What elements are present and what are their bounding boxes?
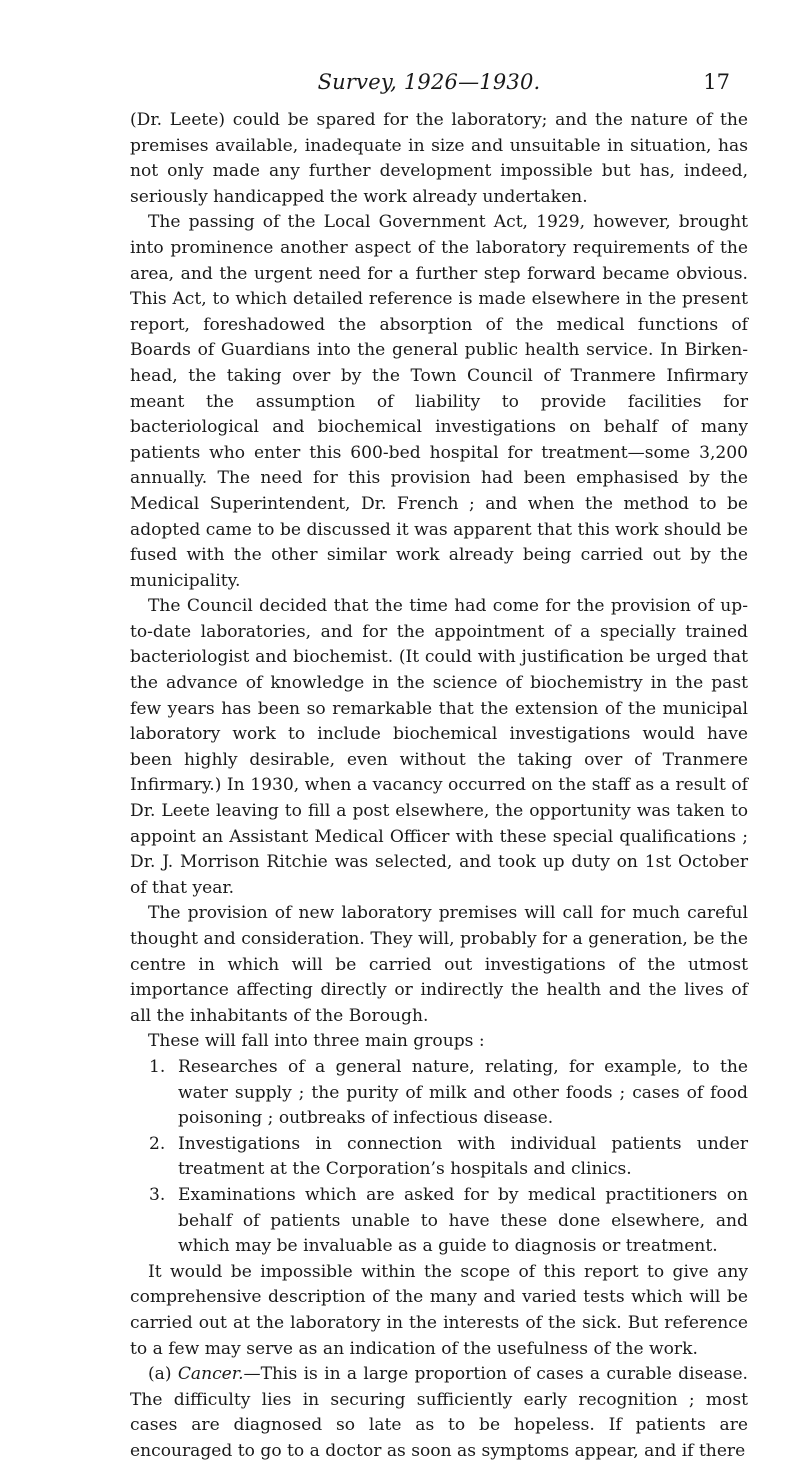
- list-item-number: 1.: [149, 1056, 166, 1077]
- body-text: [130, 108, 748, 1464]
- page-number: 17: [703, 70, 730, 94]
- paragraph-groups-intro: These will fall into three main groups :: [148, 1031, 485, 1052]
- running-header: [128, 70, 730, 100]
- list-item: [130, 1132, 748, 1183]
- paragraph-local-government-act: The passing of the Local Government Act, 1929, however, brought into prominence another aspect of the laboratory requirements of the area, and the urgent need for a further step forward became obvious. This Act, to which detailed reference is made elsewhere in the present report, foreshadowed the absorption of the medical functions of Boards of Guardians into the general public health service. In Birkenhead, the taking over by the Town Council of Tranmere Infirmary meant the assumption of liability to provide facilities for bacteriological and biochemical investigations on behalf of many patients who enter this 600-bed hospital for treatment—some 3,200 annually. The need for this provision had been emphasised by the Medical Superintendent, Dr. French ; and when the method to be adopted came to be discussed it was apparent that this work should be fused with the other similar work already being carried out by the municipality.: [130, 212, 748, 591]
- list-item-text: Researches of a general nature, relating, for example, to the water supply ; the purity of milk and other foods ; cases of food poisoning ; outbreaks of infectious disease.: [178, 1056, 748, 1129]
- list-item-text: Examinations which are asked for by medical practitioners on behalf of patients unable to have these done elsewhere, and which may be invaluable as a guide to diagnosis or treatment.: [178, 1184, 748, 1257]
- list-item: [130, 1055, 748, 1132]
- paragraph-continuation: (Dr. Leete) could be spared for the laboratory; and the nature of the premises available, inadequate in size and unsuitable in situation, has not only made any further development impossible but has, indeed, seriously handicapped the work already undertaken.: [130, 110, 748, 207]
- list-item-number: 2.: [149, 1133, 166, 1154]
- paragraph-council-decision: The Council decided that the time had come for the provision of up-to-date laboratories, and for the appointment of a specially trained bacteriologist and biochemist. (It could with justification be urged that the advance of knowledge in the science of biochemistry in the past few years has been so remarkable that the extension of the municipal laboratory work to include biochemical investigations would have been highly desirable, even without the taking over of Tranmere Infirmary.) In 1930, when a vacancy occurred on the staff as a result of Dr. Leete leaving to fill a post elsewhere, the opportunity was taken to appoint an Assistant Medical Officer with these special qualifications ; Dr. J. Morrison Ritchie was selected, and took up duty on 1st October of that year.: [130, 596, 748, 898]
- section-marker: (a): [148, 1364, 172, 1385]
- list-item: [130, 1183, 748, 1260]
- section-text: —This is in a large proportion of cases a curable disease. The difficulty lies in securing sufficiently early recognition ; most cases are diagnosed so late as to be hopeless. If patients are encouraged to go to a doctor as soon as symptoms appear, and if there: [130, 1364, 748, 1461]
- paragraph-new-premises: The provision of new laboratory premises will call for much careful thought and consideration. They will, probably for a generation, be the centre in which will be carried out investigations of the utmost importance affecting directly or indirectly the health and the lives of all the inhabitants of the Borough.: [130, 903, 748, 1026]
- section-heading: Cancer.: [177, 1364, 244, 1385]
- list-item-number: 3.: [149, 1184, 166, 1205]
- paragraph-scope: It would be impossible within the scope of this report to give any comprehensive description of the many and varied tests which will be carried out at the laboratory in the interests of the sick. But reference to a few may serve as an indication of the usefulness of the work.: [130, 1261, 748, 1359]
- list-item-text: Investigations in connection with individual patients under treatment at the Corporation’s hospitals and clinics.: [178, 1133, 748, 1180]
- paragraph-cancer: [130, 1362, 748, 1464]
- running-title: Survey, 1926—1930.: [317, 70, 541, 94]
- groups-list: [130, 1055, 748, 1260]
